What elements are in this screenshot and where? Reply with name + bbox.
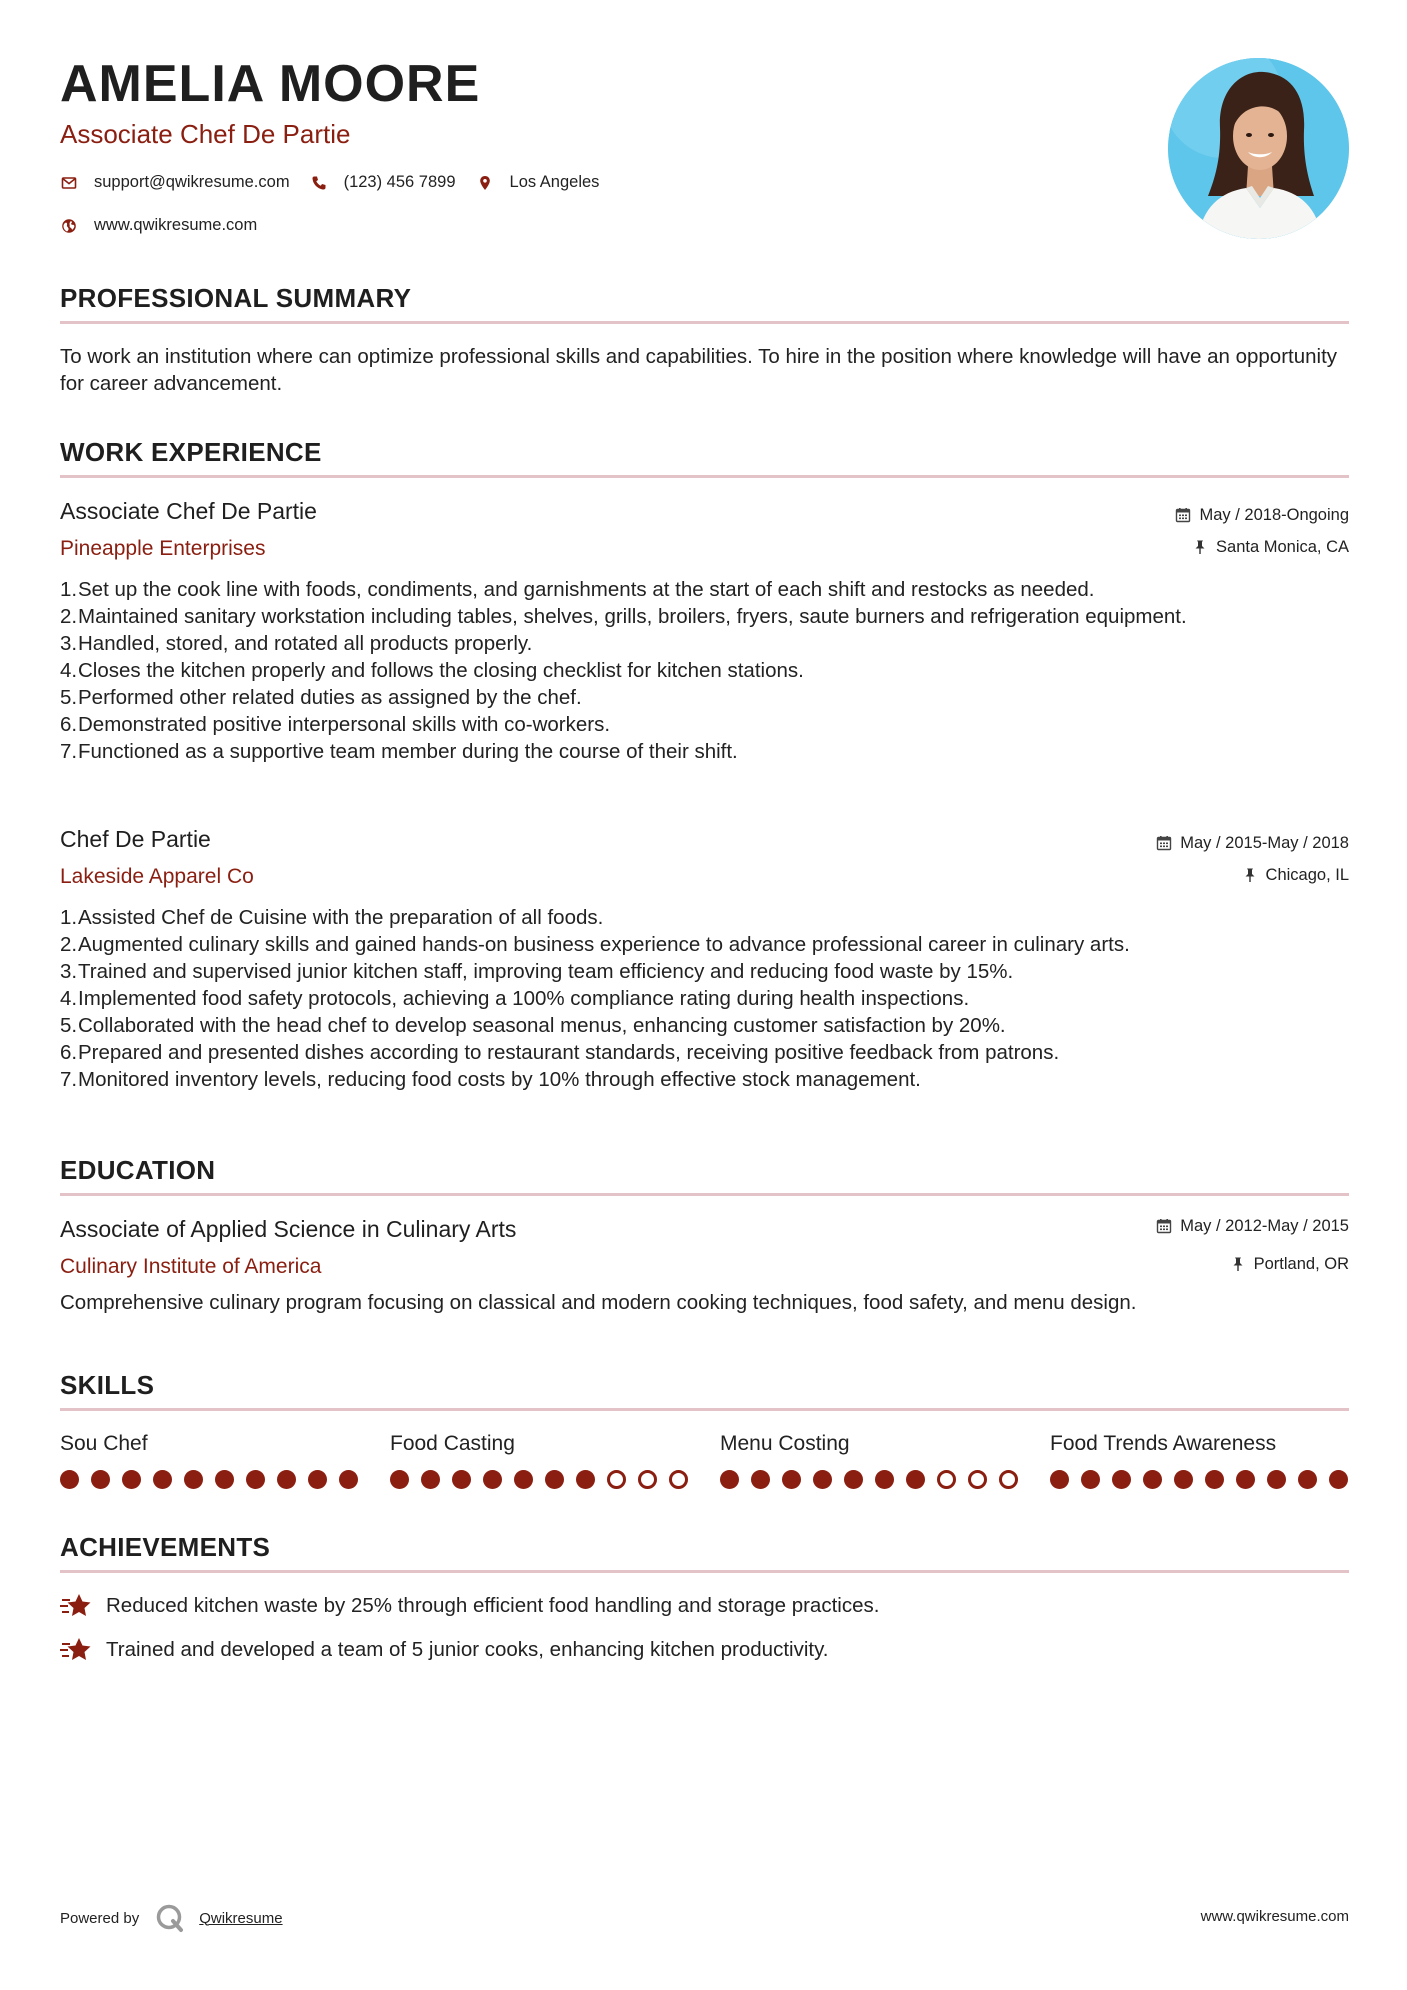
rating-dot-empty [999, 1470, 1018, 1489]
email-text: support@qwikresume.com [94, 173, 290, 191]
rating-dot-filled [483, 1470, 502, 1489]
achievement-item [60, 1636, 829, 1664]
profile-photo [1168, 58, 1349, 239]
job-location-text: Chicago, IL [1265, 866, 1349, 884]
section-title-summary: PROFESSIONAL SUMMARY [60, 283, 412, 313]
rating-dot-filled [1112, 1470, 1131, 1489]
degree-title: Associate of Applied Science in Culinary Arts [60, 1216, 517, 1242]
rating-dot-filled [1143, 1470, 1162, 1489]
skill-item [390, 1433, 688, 1454]
job-company: Lakeside Apparel Co [60, 865, 254, 888]
rating-dot-filled [122, 1470, 141, 1489]
education-dates-text: May / 2012-May / 2015 [1180, 1217, 1349, 1235]
education-location [1230, 1256, 1349, 1273]
pushpin-icon [1230, 1256, 1246, 1272]
rating-dot-filled [906, 1470, 925, 1489]
contact-email[interactable] [60, 173, 290, 192]
rating-dot-filled [844, 1470, 863, 1489]
job-location [1192, 539, 1349, 556]
section-divider [60, 475, 1349, 478]
job-title: Chef De Partie [60, 826, 211, 852]
skill-rating [720, 1470, 1018, 1490]
list-item: 2. Augmented culinary skills and gained hands-on business experience to advance professional career in culinary arts. [60, 933, 1130, 956]
school-name: Culinary Institute of America [60, 1255, 322, 1278]
phone-text: (123) 456 7899 [343, 173, 456, 191]
location-text: Los Angeles [509, 173, 600, 191]
section-title-education: EDUCATION [60, 1155, 216, 1185]
achievement-text: Trained and developed a team of 5 junior cooks, enhancing kitchen productivity. [106, 1638, 829, 1661]
candidate-name: AMELIA MOORE [60, 55, 481, 113]
skill-rating [60, 1470, 358, 1490]
pushpin-icon [1242, 867, 1258, 883]
education-dates [1156, 1218, 1349, 1235]
list-item: 7. Monitored inventory levels, reducing food costs by 10% through effective stock management. [60, 1068, 921, 1091]
summary-text: To work an institution where can optimize professional skills and capabilities. To hire in the position where knowledge will have an opportunity for career advancement. [60, 345, 1338, 395]
list-item: 2. Maintained sanitary workstation including tables, shelves, grills, broilers, fryers, saute burners and refrigeration equipment. [60, 605, 1187, 628]
rating-dot-filled [1298, 1470, 1317, 1489]
list-item: 7. Functioned as a supportive team member during the course of their shift. [60, 740, 738, 763]
rating-dot-empty [937, 1470, 956, 1489]
rating-dot-filled [751, 1470, 770, 1489]
rating-dot-filled [246, 1470, 265, 1489]
skill-item [1050, 1433, 1348, 1454]
section-title-experience: WORK EXPERIENCE [60, 437, 322, 467]
job-duties-list [60, 576, 1349, 765]
footer-powered-by [60, 1903, 283, 1933]
qwikresume-logo-icon [155, 1903, 185, 1933]
star-icon [60, 1592, 92, 1620]
rating-dot-filled [452, 1470, 471, 1489]
rating-dot-filled [1081, 1470, 1100, 1489]
phone-icon [310, 174, 328, 192]
job-duties-list [60, 904, 1349, 1093]
rating-dot-filled [277, 1470, 296, 1489]
skill-name: Food Casting [390, 1432, 515, 1455]
website-text: www.qwikresume.com [94, 216, 258, 234]
rating-dot-filled [1174, 1470, 1193, 1489]
section-divider [60, 1408, 1349, 1411]
list-item: 3. Handled, stored, and rotated all products properly. [60, 632, 533, 655]
list-item: 4. Implemented food safety protocols, achieving a 100% compliance rating during health inspections. [60, 987, 970, 1010]
contact-row [60, 173, 619, 192]
list-item: 4. Closes the kitchen properly and follows the closing checklist for kitchen stations. [60, 659, 804, 682]
skill-rating [390, 1470, 688, 1490]
skill-item [720, 1433, 1018, 1454]
contact-phone[interactable] [310, 173, 456, 192]
list-item: 1. Assisted Chef de Cuisine with the preparation of all foods. [60, 906, 604, 929]
rating-dot-filled [153, 1470, 172, 1489]
rating-dot-filled [1205, 1470, 1224, 1489]
job-dates [1156, 835, 1349, 852]
skill-name: Menu Costing [720, 1432, 850, 1455]
list-item: 1. Set up the cook line with foods, condiments, and garnishments at the start of each shift and restocks as needed. [60, 578, 1095, 601]
rating-dot-filled [576, 1470, 595, 1489]
rating-dot-filled [390, 1470, 409, 1489]
rating-dot-filled [421, 1470, 440, 1489]
rating-dot-filled [1329, 1470, 1348, 1489]
rating-dot-filled [215, 1470, 234, 1489]
rating-dot-filled [308, 1470, 327, 1489]
brand-link[interactable]: Qwikresume [199, 1909, 283, 1927]
pushpin-icon [1192, 539, 1208, 555]
education-description: Comprehensive culinary program focusing on classical and modern cooking techniques, food safety, and menu design. [60, 1291, 1137, 1314]
rating-dot-filled [1267, 1470, 1286, 1489]
rating-dot-filled [91, 1470, 110, 1489]
job-title: Associate Chef De Partie [60, 498, 317, 524]
contact-row-website [60, 216, 277, 235]
rating-dot-filled [184, 1470, 203, 1489]
rating-dot-filled [813, 1470, 832, 1489]
calendar-icon [1175, 507, 1191, 523]
job-company: Pineapple Enterprises [60, 537, 266, 560]
skill-name: Sou Chef [60, 1432, 148, 1455]
section-divider [60, 321, 1349, 324]
rating-dot-filled [339, 1470, 358, 1489]
section-divider [60, 1570, 1349, 1573]
star-icon [60, 1636, 92, 1664]
education-location-text: Portland, OR [1253, 1255, 1349, 1273]
rating-dot-empty [607, 1470, 626, 1489]
job-dates-text: May / 2018-Ongoing [1199, 506, 1349, 524]
job-location [1242, 867, 1349, 884]
rating-dot-filled [875, 1470, 894, 1489]
rating-dot-filled [782, 1470, 801, 1489]
skill-name: Food Trends Awareness [1050, 1432, 1277, 1455]
achievement-text: Reduced kitchen waste by 25% through efficient food handling and storage practices. [106, 1594, 880, 1617]
calendar-icon [1156, 835, 1172, 851]
powered-by-text: Powered by [60, 1909, 140, 1927]
candidate-role: Associate Chef De Partie [60, 119, 351, 149]
list-item: 6. Demonstrated positive interpersonal skills with co-workers. [60, 713, 611, 736]
job-dates [1175, 507, 1349, 524]
contact-website[interactable] [60, 216, 257, 235]
rating-dot-empty [669, 1470, 688, 1489]
job-dates-text: May / 2015-May / 2018 [1180, 834, 1349, 852]
list-item: 3. Trained and supervised junior kitchen staff, improving team efficiency and reducing food waste by 15%. [60, 960, 1014, 983]
rating-dot-filled [514, 1470, 533, 1489]
rating-dot-filled [60, 1470, 79, 1489]
calendar-icon [1156, 1218, 1172, 1234]
job-location-text: Santa Monica, CA [1216, 538, 1349, 556]
section-title-achievements: ACHIEVEMENTS [60, 1532, 271, 1562]
rating-dot-empty [638, 1470, 657, 1489]
skill-rating [1050, 1470, 1348, 1490]
envelope-icon [60, 174, 78, 192]
rating-dot-empty [968, 1470, 987, 1489]
list-item: 5. Performed other related duties as assigned by the chef. [60, 686, 582, 709]
section-title-skills: SKILLS [60, 1370, 155, 1400]
map-pin-icon [476, 174, 494, 192]
rating-dot-filled [545, 1470, 564, 1489]
rating-dot-filled [720, 1470, 739, 1489]
rating-dot-filled [1050, 1470, 1069, 1489]
achievement-item [60, 1592, 879, 1620]
rating-dot-filled [1236, 1470, 1255, 1489]
skill-item [60, 1433, 358, 1454]
globe-icon [60, 217, 78, 235]
section-divider [60, 1193, 1349, 1196]
list-item: 5. Collaborated with the head chef to develop seasonal menus, enhancing customer satisfaction by 20%. [60, 1014, 1006, 1037]
list-item: 6. Prepared and presented dishes according to restaurant standards, receiving positive feedback from patrons. [60, 1041, 1060, 1064]
footer-website[interactable]: www.qwikresume.com [1200, 1908, 1349, 1925]
contact-location [476, 173, 600, 192]
